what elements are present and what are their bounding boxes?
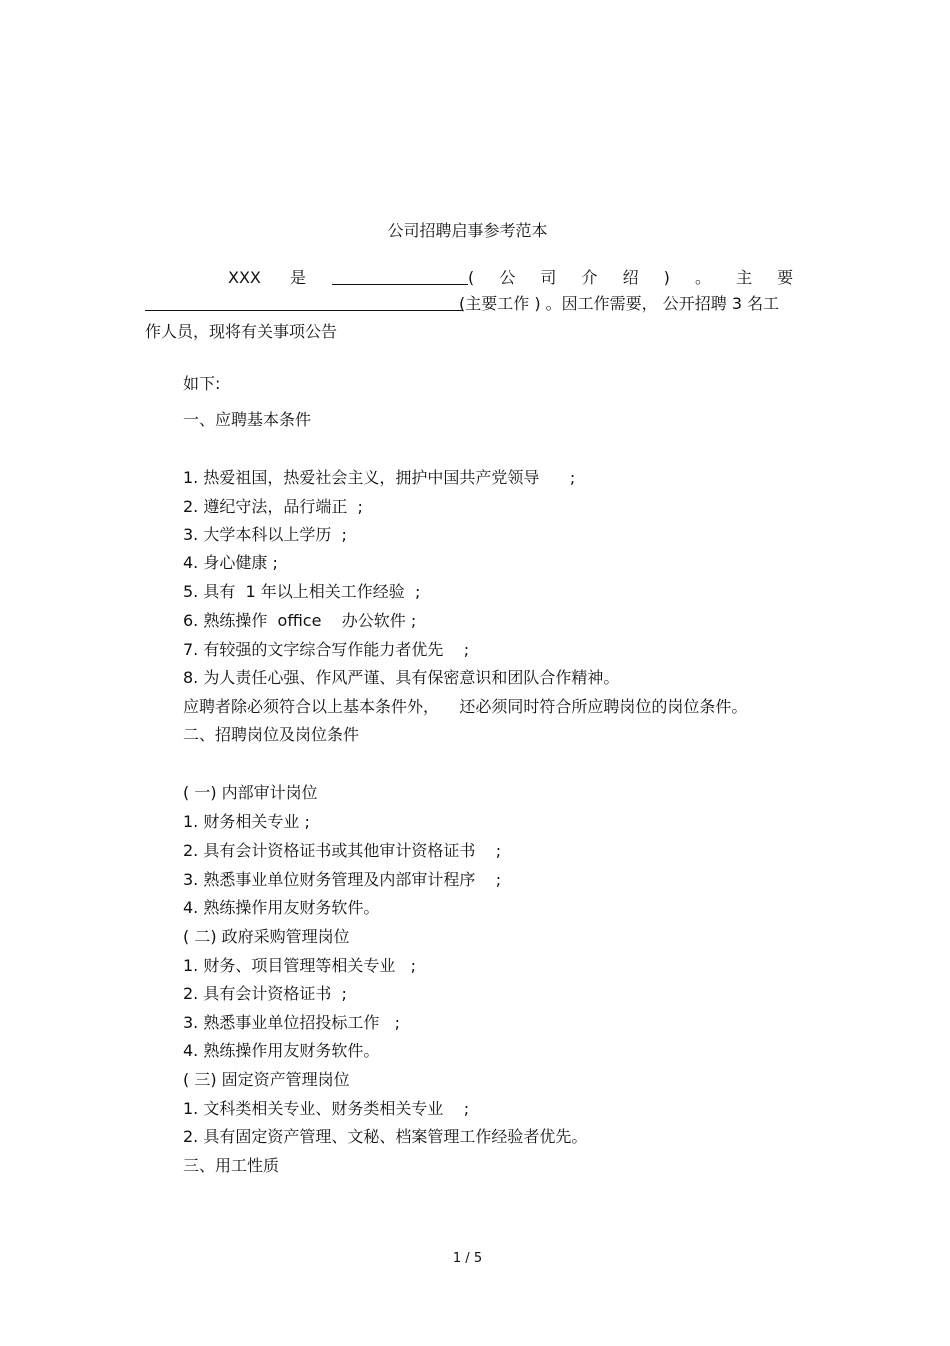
company-intro-text: ( 公 司 介 绍 ) 。 主 要	[468, 268, 794, 287]
text-line: 1. 财务、项目管理等相关专业 ;	[183, 956, 417, 975]
text-line: 1. 文科类相关专业、财务类相关专业 ;	[183, 1099, 470, 1118]
text-line: 6. 熟练操作 office 办公软件 ;	[183, 611, 417, 630]
text-line: 3. 大学本科以上学历 ;	[183, 525, 347, 544]
page-number: 1 / 5	[452, 1251, 483, 1266]
text-line: 8. 为人责任心强、作风严谨、具有保密意识和团队合作精神。	[183, 668, 620, 687]
text-line: 3. 熟悉事业单位财务管理及内部审计程序 ;	[183, 870, 502, 889]
text-line: ( 二) 政府采购管理岗位	[183, 927, 350, 946]
intro-line-1	[228, 266, 808, 290]
text-line: 应聘者除必须符合以上基本条件外， 还必须同时符合所应聘岗位的岗位条件。	[183, 697, 748, 716]
text-line: 4. 熟练操作用友财务软件。	[183, 898, 380, 917]
intro-line-2	[145, 292, 810, 316]
text-line: 4. 熟练操作用友财务软件。	[183, 1041, 380, 1060]
document-title: 公司招聘启事参考范本	[387, 221, 548, 240]
intro-line-3: 作人员，现将有关事项公告	[145, 322, 338, 341]
text-line: 2. 具有会计资格证书 ;	[183, 984, 347, 1003]
text-line: 7. 有较强的文字综合写作能力者优先 ;	[183, 640, 470, 659]
text-line: 4. 身心健康 ;	[183, 553, 278, 572]
text-line: ( 一) 内部审计岗位	[183, 783, 318, 802]
text-line: 2. 具有固定资产管理、文秘、档案管理工作经验者优先。	[183, 1127, 588, 1146]
text-line: 2. 具有会计资格证书或其他审计资格证书 ;	[183, 841, 502, 860]
text-line: 1. 财务相关专业 ;	[183, 812, 310, 831]
text-line: ( 三) 固定资产管理岗位	[183, 1070, 350, 1089]
text-line: 5. 具有 1 年以上相关工作经验 ;	[183, 582, 421, 601]
text-line: 二、招聘岗位及岗位条件	[183, 725, 360, 744]
text-line: 1. 热爱祖国，热爱社会主义，拥护中国共产党领导 ;	[183, 468, 576, 487]
text-line: 如下:	[183, 374, 221, 393]
company-name: XXX	[228, 268, 261, 287]
text-line: 三、用工性质	[183, 1156, 280, 1175]
fill-in-blank-main-work	[145, 310, 463, 311]
fill-in-blank-company	[332, 284, 468, 285]
is-word: 是	[290, 268, 307, 287]
text-line: 3. 熟悉事业单位招投标工作 ;	[183, 1013, 401, 1032]
text-line: 2. 遵纪守法，品行端正 ;	[183, 497, 363, 516]
text-line: 一、应聘基本条件	[183, 410, 312, 429]
main-work-text: (主要工作 ) 。因工作需要， 公开招聘 3 名工	[459, 294, 780, 313]
